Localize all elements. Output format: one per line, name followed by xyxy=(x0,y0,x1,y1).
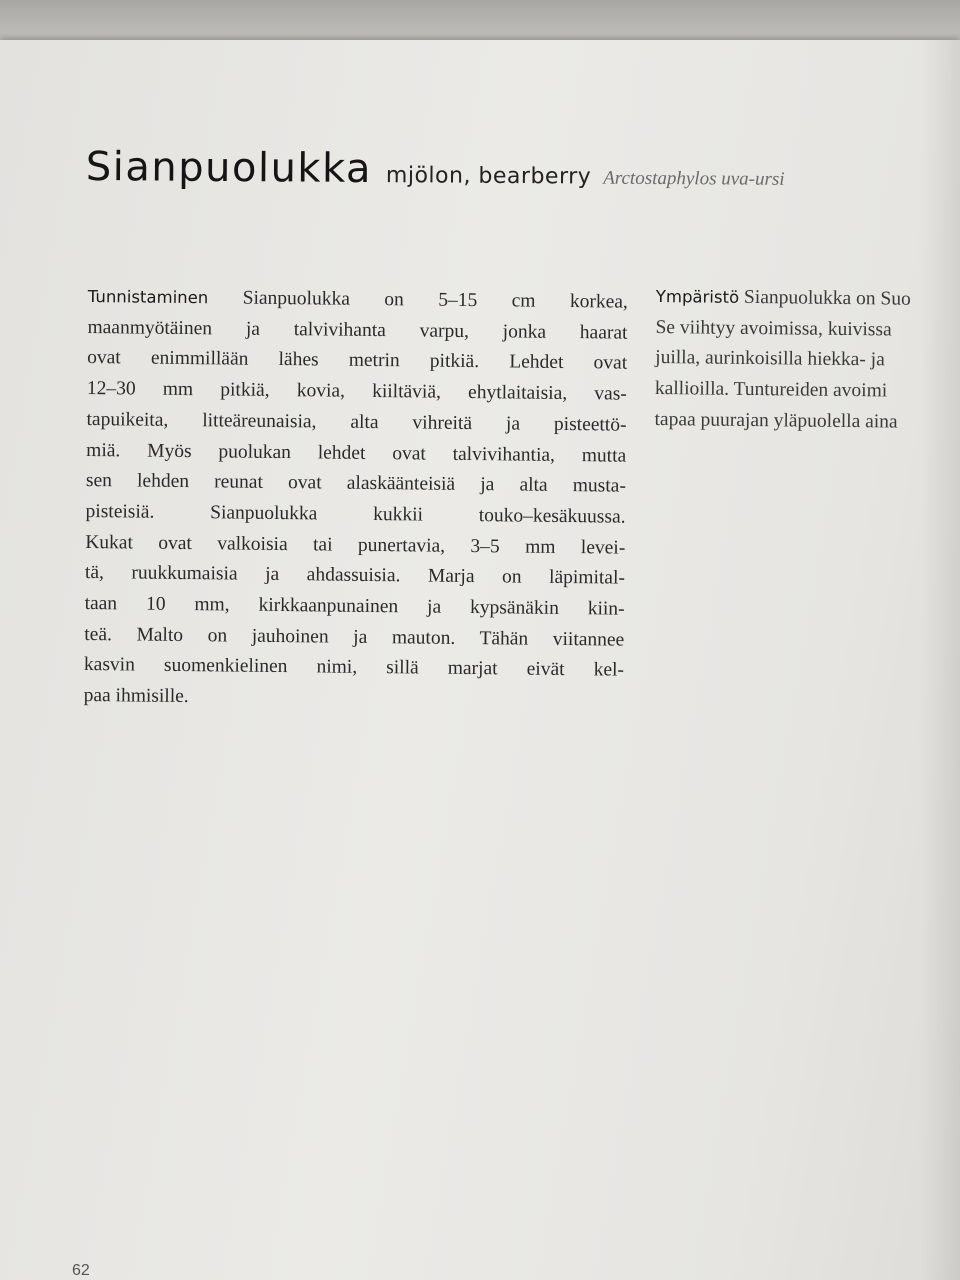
section-heading-habitat: Ympäristö xyxy=(655,286,740,307)
text-line: 12–30 mm pitkiä, kovia, kiiltäviä, ehytlaitaisia, vas- xyxy=(86,378,627,405)
text-line: kasvin suomenkielinen nimi, sillä marjat eivät kel- xyxy=(83,654,625,682)
text-line: Kukat ovat valkoisia tai punertavia, 3–5 mm levei- xyxy=(85,531,626,559)
section-heading-identification: Tunnistaminen xyxy=(87,286,209,308)
text-line: Tunnistaminen Sianpuolukka on 5–15 cm korkea, xyxy=(87,286,628,313)
text-line: ovat enimmillään lähes metrin pitkiä. Lehdet ovat xyxy=(87,347,628,375)
text-line: Ympäristö Sianpuolukka on Suo xyxy=(655,286,911,310)
page-number: 62 xyxy=(72,1262,90,1279)
latin-name: Arctostaphylos uva-ursi xyxy=(603,167,785,190)
text-line: juilla, aurinkoisilla hiekka- ja xyxy=(655,347,885,371)
text-line: paa ihmisille. xyxy=(83,685,189,708)
common-names: mjölon, bearberry xyxy=(385,163,592,190)
text-line: tapaa puurajan yläpuolella aina xyxy=(654,408,898,433)
text-line: sen lehden reunat ovat alaskäänteisiä ja alta musta- xyxy=(85,470,626,497)
text-line: taan 10 mm, kirkkaanpunainen ja kypsänäkin kiin- xyxy=(84,593,625,620)
species-heading xyxy=(86,144,785,195)
text-line: kallioilla. Tuntureiden avoimi xyxy=(654,378,888,402)
text-line: miä. Myös puolukan lehdet ovat talvivihantia, mutta xyxy=(86,439,627,467)
text-line: tä, ruukkumaisia ja ahdassuisia. Marja on läpimital- xyxy=(84,562,626,589)
text-line: pisteisiä. Sianpuolukka kukkii touko–kesäkuussa. xyxy=(85,500,626,528)
page-curl-shadow xyxy=(920,40,960,1280)
page-title: Sianpuolukka xyxy=(85,144,373,192)
text-line: Se viihtyy avoimissa, kuivissa xyxy=(655,316,892,341)
text-line: tapuikeita, litteäreunaisia, alta vihreitä ja pisteettö- xyxy=(86,408,627,436)
identification-column xyxy=(83,282,627,717)
text-line: teä. Malto on jauhoinen ja mauton. Tähän viitannee xyxy=(84,623,625,651)
habitat-column xyxy=(654,282,960,439)
text-line: maanmyötäinen ja talvivihanta varpu, jonka haarat xyxy=(87,316,628,344)
